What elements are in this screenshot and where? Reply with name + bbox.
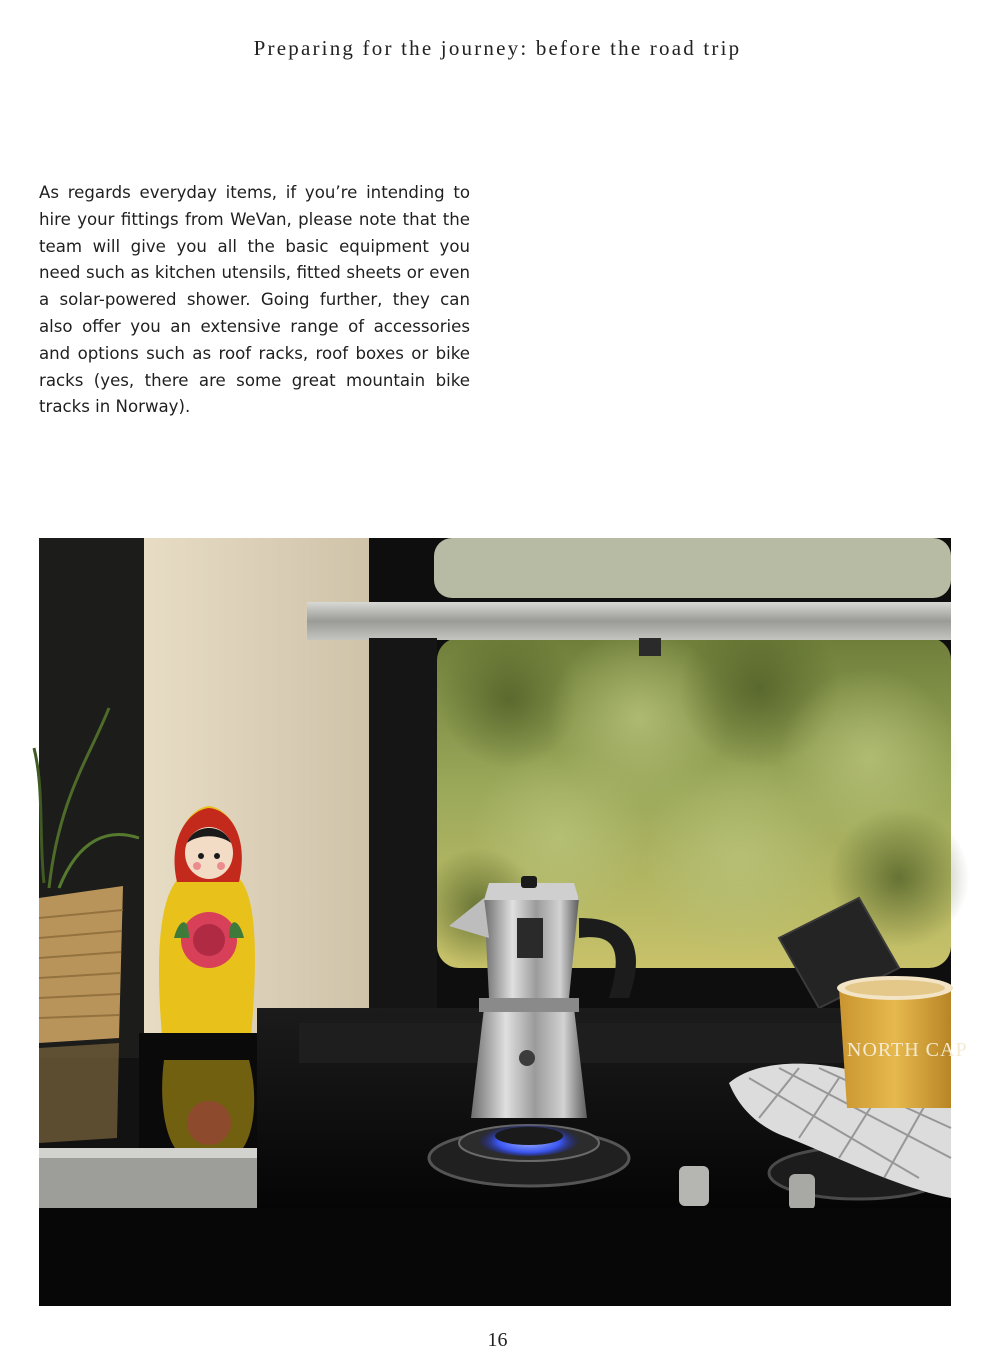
window-rail [307,602,951,640]
running-title: Preparing for the journey: before the road trip [253,36,742,60]
body-paragraph: As regards everyday items, if you’re intending to hire your fittings from WeVan, please note that the team will give you all the basic equipment you need such as kitchen utensils, fitted sheets or even a solar-powered shower. Going further, they can also offer you an extensive range of accessories and options such as roof racks, roof boxes or bike racks (yes, there are some great mountain bike tracks in Norway). [39,183,470,417]
mug-print: NORTH CAP [847,1039,968,1061]
campervan-kitchen-photo [39,538,968,1306]
enamel-mug [837,976,968,1108]
page-number: 16 [487,1329,508,1351]
